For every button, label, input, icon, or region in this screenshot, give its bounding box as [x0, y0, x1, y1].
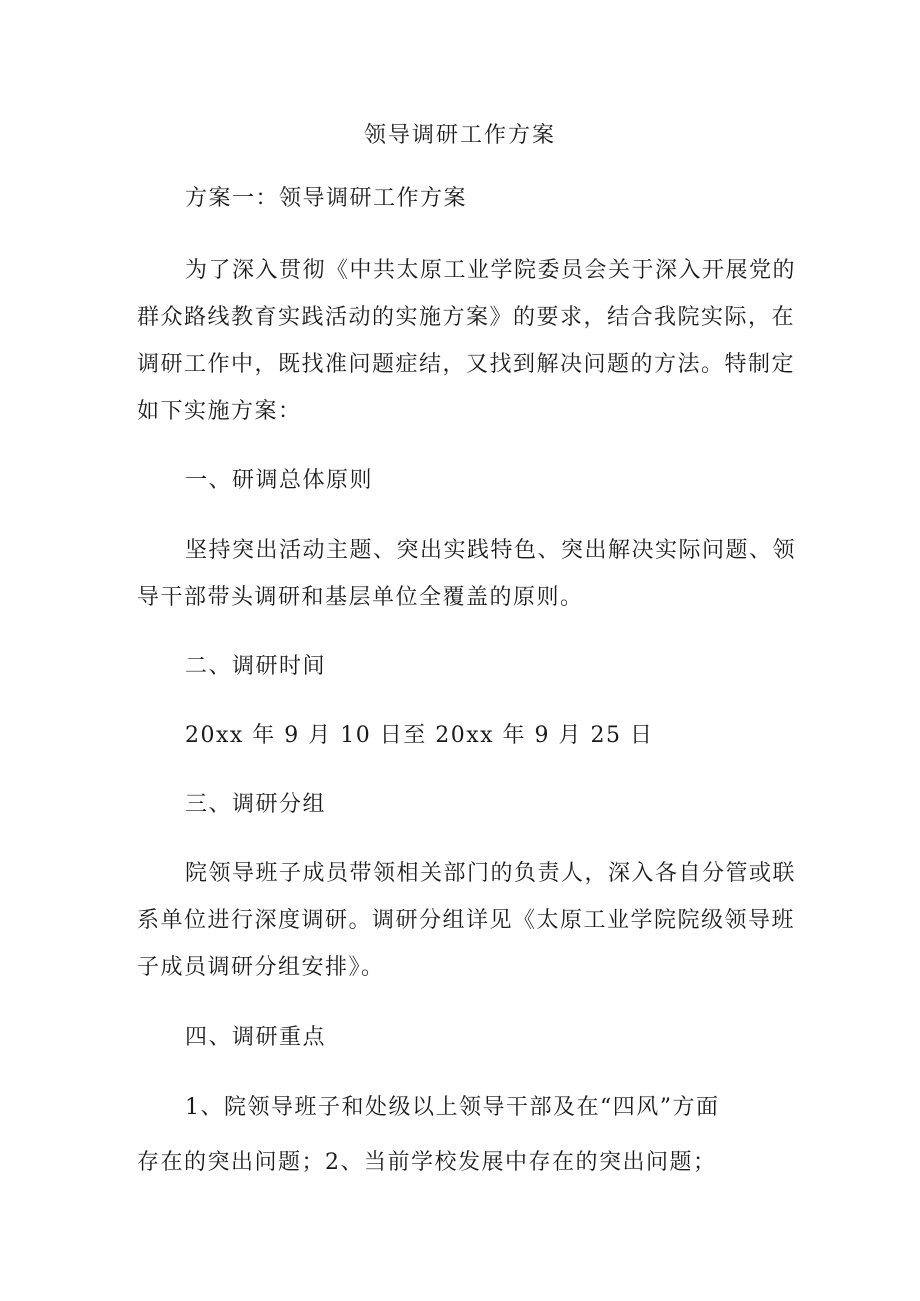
intro-line-1: 为了深入贯彻《中共太原工业学院委员会关于深入开展党的 [185, 258, 797, 283]
intro-line-4: 如下实施方案： [137, 399, 302, 424]
section-4-line-1: 1、院领导班子和处级以上领导干部及在“四风”方面 [185, 1095, 720, 1120]
section-3-line-2: 系单位进行深度调研。调研分组详见《太原工业学院院级领导班 [137, 908, 796, 933]
intro-line-3: 调研工作中，既找准问题症结，又找到解决问题的方法。特制定 [137, 352, 796, 377]
intro-line-2: 群众路线教育实践活动的实施方案》的要求，结合我院实际，在 [137, 305, 796, 330]
section-1-line-1: 坚持突出活动主题、突出实践特色、突出解决实际问题、领 [185, 538, 797, 563]
section-3-line-3: 子成员调研分组安排》。 [137, 955, 385, 980]
section-2-text: 20xx 年 9 月 10 日至 20xx 年 9 月 25 日 [185, 723, 654, 748]
section-4-title: 四、调研重点 [185, 1025, 327, 1050]
section-3-title: 三、调研分组 [185, 792, 327, 817]
section-1-title: 一、研调总体原则 [185, 468, 374, 493]
section-3-line-1: 院领导班子成员带领相关部门的负责人，深入各自分管或联 [185, 861, 797, 886]
section-1-line-2: 导干部带头调研和基层单位全覆盖的原则。 [137, 585, 584, 610]
section-2-title: 二、调研时间 [185, 654, 327, 679]
plan-heading: 方案一：领导调研工作方案 [185, 186, 468, 211]
document-title: 领导调研工作方案 [363, 123, 556, 148]
section-4-line-2: 存在的突出问题；2、当前学校发展中存在的突出问题； [137, 1150, 717, 1175]
